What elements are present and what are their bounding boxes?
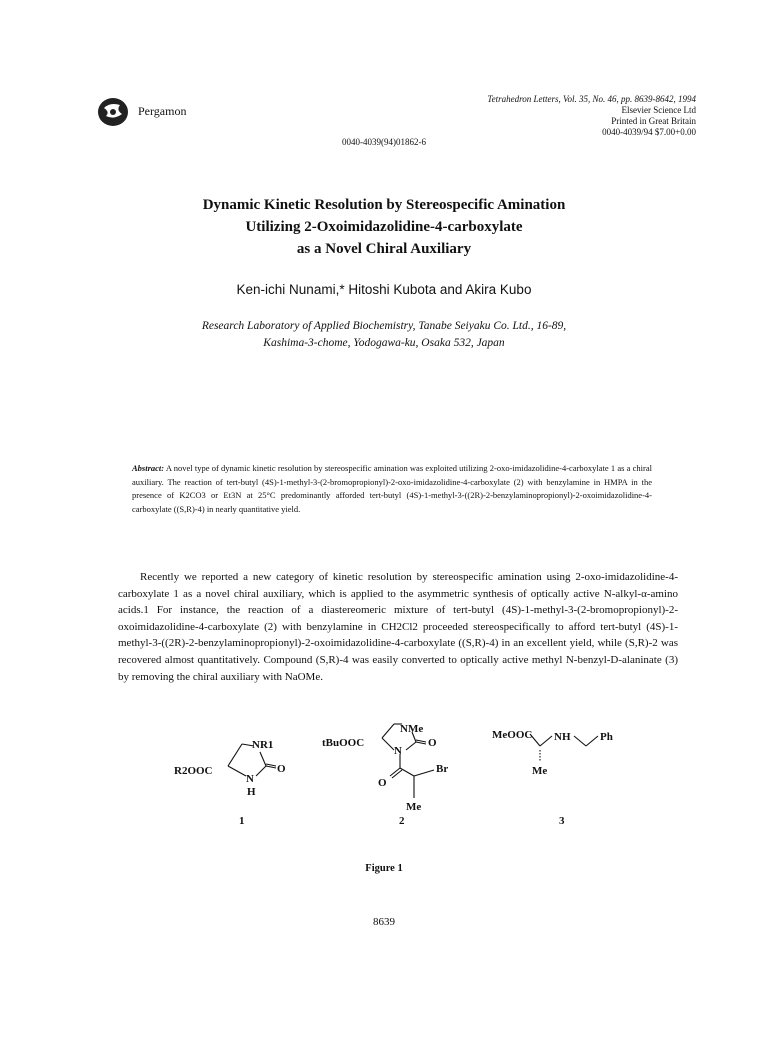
body-paragraph: Recently we reported a new category of kinetic resolution by stereospecific amination using 2-oxo-imidazolidine-4-carboxylate 1 as a novel chiral auxiliary, which is applied to the asymmetric synthesis of optically active N-alkyl-α-amino acids.1 For instance, the reaction of a diastereomeric mixture of tert-butyl (4S)-1-methyl-3-(2-bromopropionyl)-2-oxoimidazolidine-4-carboxylate (2) with benzylamine in CH2Cl2 proceeded stereospecifically to afford tert-butyl (4S)-1-methyl-3-((2R)-2-benzylaminopropionyl)-2-oxoimidazolidine-4-carboxylate ((S,R)-4) in an excellent yield, while (S,R)-2 was recovered almost quantitatively. Compound (S,R)-4 was easily converted to optically active methyl N-benzyl-D-alaninate (3) by removing the chiral auxiliary with NaOMe. — [118, 571, 678, 683]
journal-price: 0040-4039/94 $7.00+0.00 — [602, 127, 696, 137]
figure-1-structures — [150, 718, 650, 848]
c2-br-label: Br — [436, 763, 449, 775]
c1-nr1-label: NR1 — [252, 739, 274, 751]
compound-2-structure — [382, 724, 434, 798]
c1-ester-label: R2OOC — [174, 765, 213, 777]
title-line-1: Dynamic Kinetic Resolution by Stereospecific Amination — [202, 197, 566, 213]
affiliation-line-2: Kashima-3-chome, Yodogawa-ku, Osaka 532, Japan — [263, 337, 505, 349]
abstract-text: A novel type of dynamic kinetic resolution by stereospecific amination was exploited utilizing 2-oxo-imidazolidine-4-carboxylate 1 as a chiral auxiliary. The reaction of tert-butyl (4S)-1-methyl-3-(2-bromopropionyl)-2-oxo-imidazolidine-4-carboxylate (2) with benzylamine in HMPA in the presence of K2CO3 or Et3N at 25°C predominantly afforded tert-butyl (4S)-1-methyl-3-((2R)-2-benzylaminopropionyl)-2-oxoimidazolidine-4-carboxylate ((S,R)-4) in nearly quantitative yield. — [132, 463, 653, 514]
c3-nh-label: NH — [554, 731, 571, 743]
paper-title — [0, 194, 768, 260]
c2-ester-label: tBuOOC — [322, 737, 365, 749]
page-number: 8639 — [373, 916, 395, 928]
pergamon-logo-icon — [96, 96, 132, 128]
c1-h-label: H — [247, 786, 256, 798]
journal-citation: Tetrahedron Letters, Vol. 35, No. 46, pp. 8639-8642, 1994 — [487, 94, 696, 104]
journal-printed: Printed in Great Britain — [611, 116, 696, 126]
c2-n-label: N — [394, 745, 402, 757]
compound-1-label: 1 — [239, 815, 245, 827]
body-text — [118, 569, 678, 685]
c2-ring-o-label: O — [428, 737, 437, 749]
c2-nme-label: NMe — [400, 723, 424, 735]
author-list: Ken-ichi Nunami,* Hitoshi Kubota and Akira Kubo — [236, 282, 532, 297]
compound-3-label: 3 — [559, 815, 565, 827]
c3-me-label: Me — [532, 765, 548, 777]
c1-o-label: O — [277, 763, 286, 775]
abstract — [132, 462, 652, 516]
journal-info — [487, 94, 696, 138]
figure-caption: Figure 1 — [365, 863, 403, 874]
c1-n-label: N — [246, 773, 254, 785]
affiliation-line-1: Research Laboratory of Applied Biochemistry, Tanabe Seiyaku Co. Ltd., 16-89, — [201, 320, 567, 332]
title-line-3: as a Novel Chiral Auxiliary — [296, 241, 472, 257]
c3-ester-label: MeOOC — [492, 729, 533, 741]
c2-acyl-o-label: O — [378, 777, 387, 789]
abstract-label: Abstract: — [132, 463, 165, 473]
affiliation — [0, 318, 768, 352]
c2-me-label: Me — [406, 801, 422, 813]
c3-ph-label: Ph — [600, 731, 613, 743]
publisher-name: Pergamon — [138, 104, 187, 118]
journal-publisher: Elsevier Science Ltd — [621, 105, 696, 115]
doi-code: 0040-4039(94)01862-6 — [342, 137, 426, 147]
title-line-2: Utilizing 2-Oxoimidazolidine-4-carboxylate — [245, 219, 523, 235]
compound-2-label: 2 — [399, 815, 405, 827]
